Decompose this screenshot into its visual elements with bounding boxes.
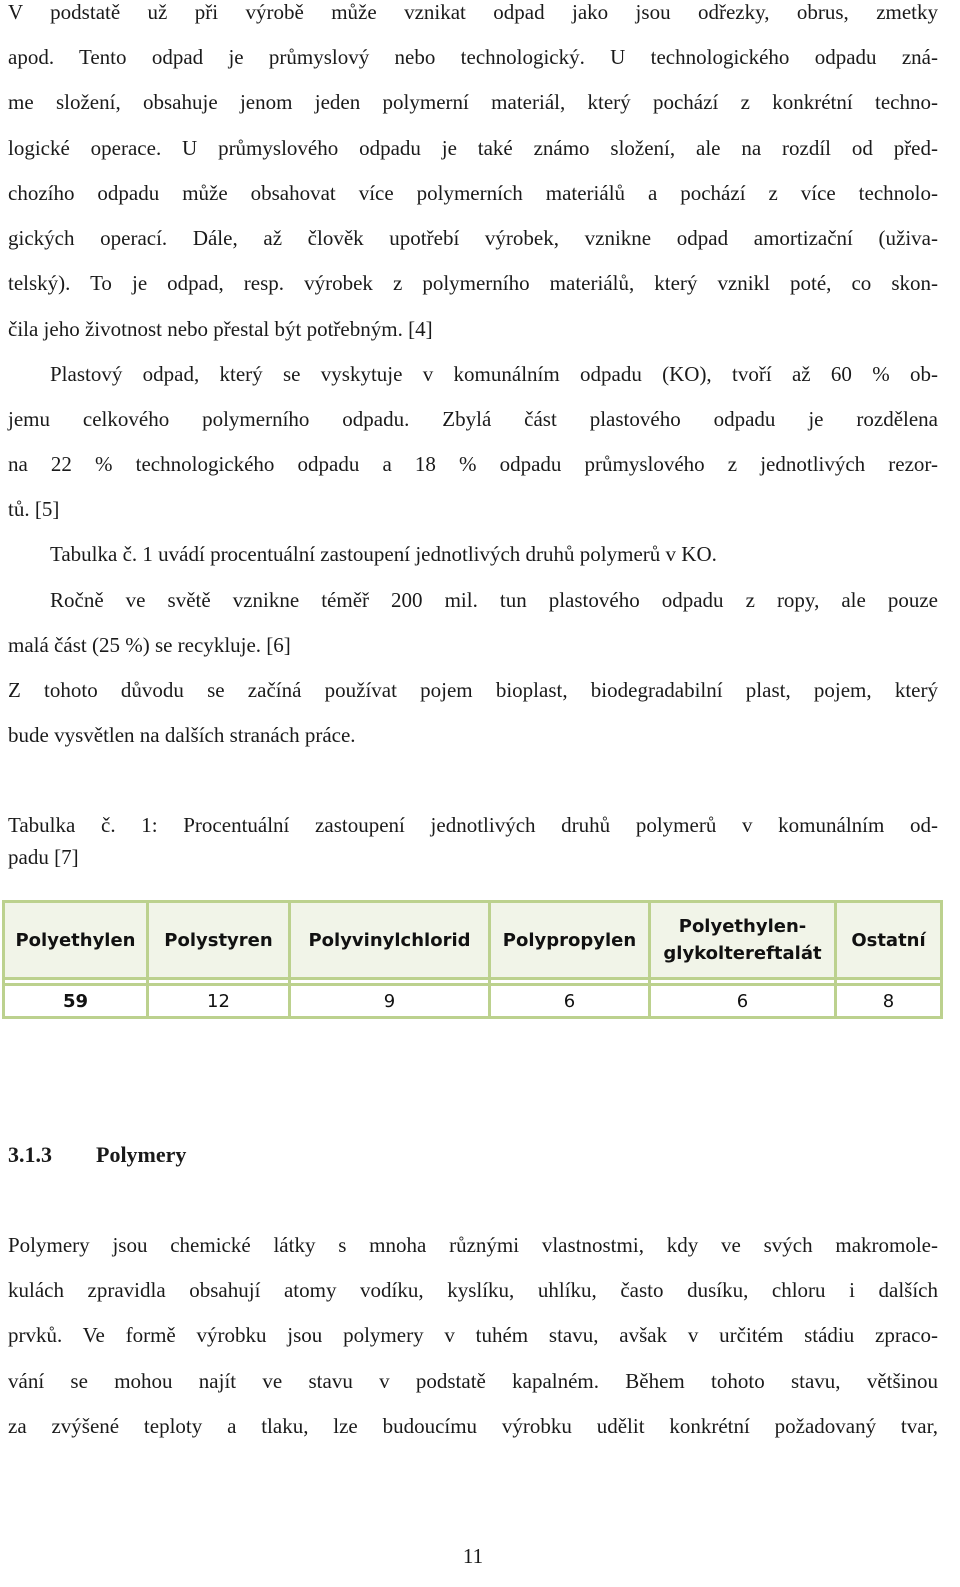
text-line: Plastový odpad, který se vyskytuje v komunálním odpadu (KO), tvoří až 60 % ob- (50, 362, 938, 386)
table-caption: Tabulka č. 1: Procentuální zastoupení jednotlivých druhů polymerů v komunálním od- (8, 813, 938, 837)
text-line: jemu celkového polymerního odpadu. Zbylá část plastového odpadu je rozdělena (8, 407, 938, 431)
polymer-share-table (2, 900, 943, 1019)
text-line: me složení, obsahuje jenom jeden polymerní materiál, který pochází z konkrétní techno- (8, 90, 938, 114)
text-line: logické operace. U průmyslového odpadu je také známo složení, ale na rozdíl od před- (8, 136, 938, 160)
page-number: 11 (462, 1544, 484, 1568)
text-line: za zvýšené teploty a tlaku, lze budoucímu výrobku udělit konkrétní požadovaný tvar, (8, 1414, 938, 1438)
table-header-row (4, 902, 942, 979)
table-cell: 12 (148, 985, 290, 1018)
table-header-cell: Polypropylen (490, 902, 650, 979)
section-title: Polymery (96, 1142, 187, 1167)
text-line: kulách zpravidla obsahují atomy vodíku, kyslíku, uhlíku, často dusíku, chloru i dalších (8, 1278, 938, 1302)
text-line: chozího odpadu může obsahovat více polymerních materiálů a pochází z více technolo- (8, 181, 938, 205)
table-header-cell: Polyethylen (4, 902, 148, 979)
text-line: gických operací. Dále, až člověk upotřebí výrobek, vznikne odpad amortizační (uživa- (8, 226, 938, 250)
table-cell: 59 (4, 985, 148, 1018)
text-line: čila jeho životnost nebo přestal být potřebným. [4] (8, 317, 433, 341)
text-line: bude vysvětlen na dalších stranách práce. (8, 723, 356, 747)
text-line: prvků. Ve formě výrobku jsou polymery v tuhém stavu, avšak v určitém stádiu zpraco- (8, 1323, 938, 1347)
table-cell: 6 (650, 985, 836, 1018)
text-line: tů. [5] (8, 497, 60, 521)
table-header-cell: Polyvinylchlorid (290, 902, 490, 979)
text-line: V podstatě už při výrobě může vznikat odpad jako jsou odřezky, obrus, zmetky (8, 0, 938, 24)
table-header-cell: Polyethylen-glykoltereftalát (650, 902, 836, 979)
table-cell: 8 (836, 985, 942, 1018)
table-header-cell: Polystyren (148, 902, 290, 979)
table-header-cell: Ostatní (836, 902, 942, 979)
table-cell: 6 (490, 985, 650, 1018)
section-heading (8, 1142, 186, 1168)
text-line: Z tohoto důvodu se začíná používat pojem bioplast, biodegradabilní plast, pojem, který (8, 678, 938, 702)
text-line: na 22 % technologického odpadu a 18 % odpadu průmyslového z jednotlivých rezor- (8, 452, 938, 476)
text-line: apod. Tento odpad je průmyslový nebo technologický. U technologického odpadu zná- (8, 45, 938, 69)
table-cell: 9 (290, 985, 490, 1018)
text-line: malá část (25 %) se recykluje. [6] (8, 633, 291, 657)
text-line: vání se mohou najít ve stavu v podstatě kapalném. Během tohoto stavu, většinou (8, 1369, 938, 1393)
section-number: 3.1.3 (8, 1142, 52, 1167)
text-line: Tabulka č. 1 uvádí procentuální zastoupení jednotlivých druhů polymerů v KO. (50, 542, 717, 566)
text-line: telský). To je odpad, resp. výrobek z polymerního materiálů, který vznikl poté, co skon- (8, 271, 938, 295)
table-caption: padu [7] (8, 845, 79, 869)
table-row (4, 985, 942, 1018)
text-line: Polymery jsou chemické látky s mnoha různými vlastnostmi, kdy ve svých makromole- (8, 1233, 938, 1257)
text-line: Ročně ve světě vznikne téměř 200 mil. tun plastového odpadu z ropy, ale pouze (50, 588, 938, 612)
